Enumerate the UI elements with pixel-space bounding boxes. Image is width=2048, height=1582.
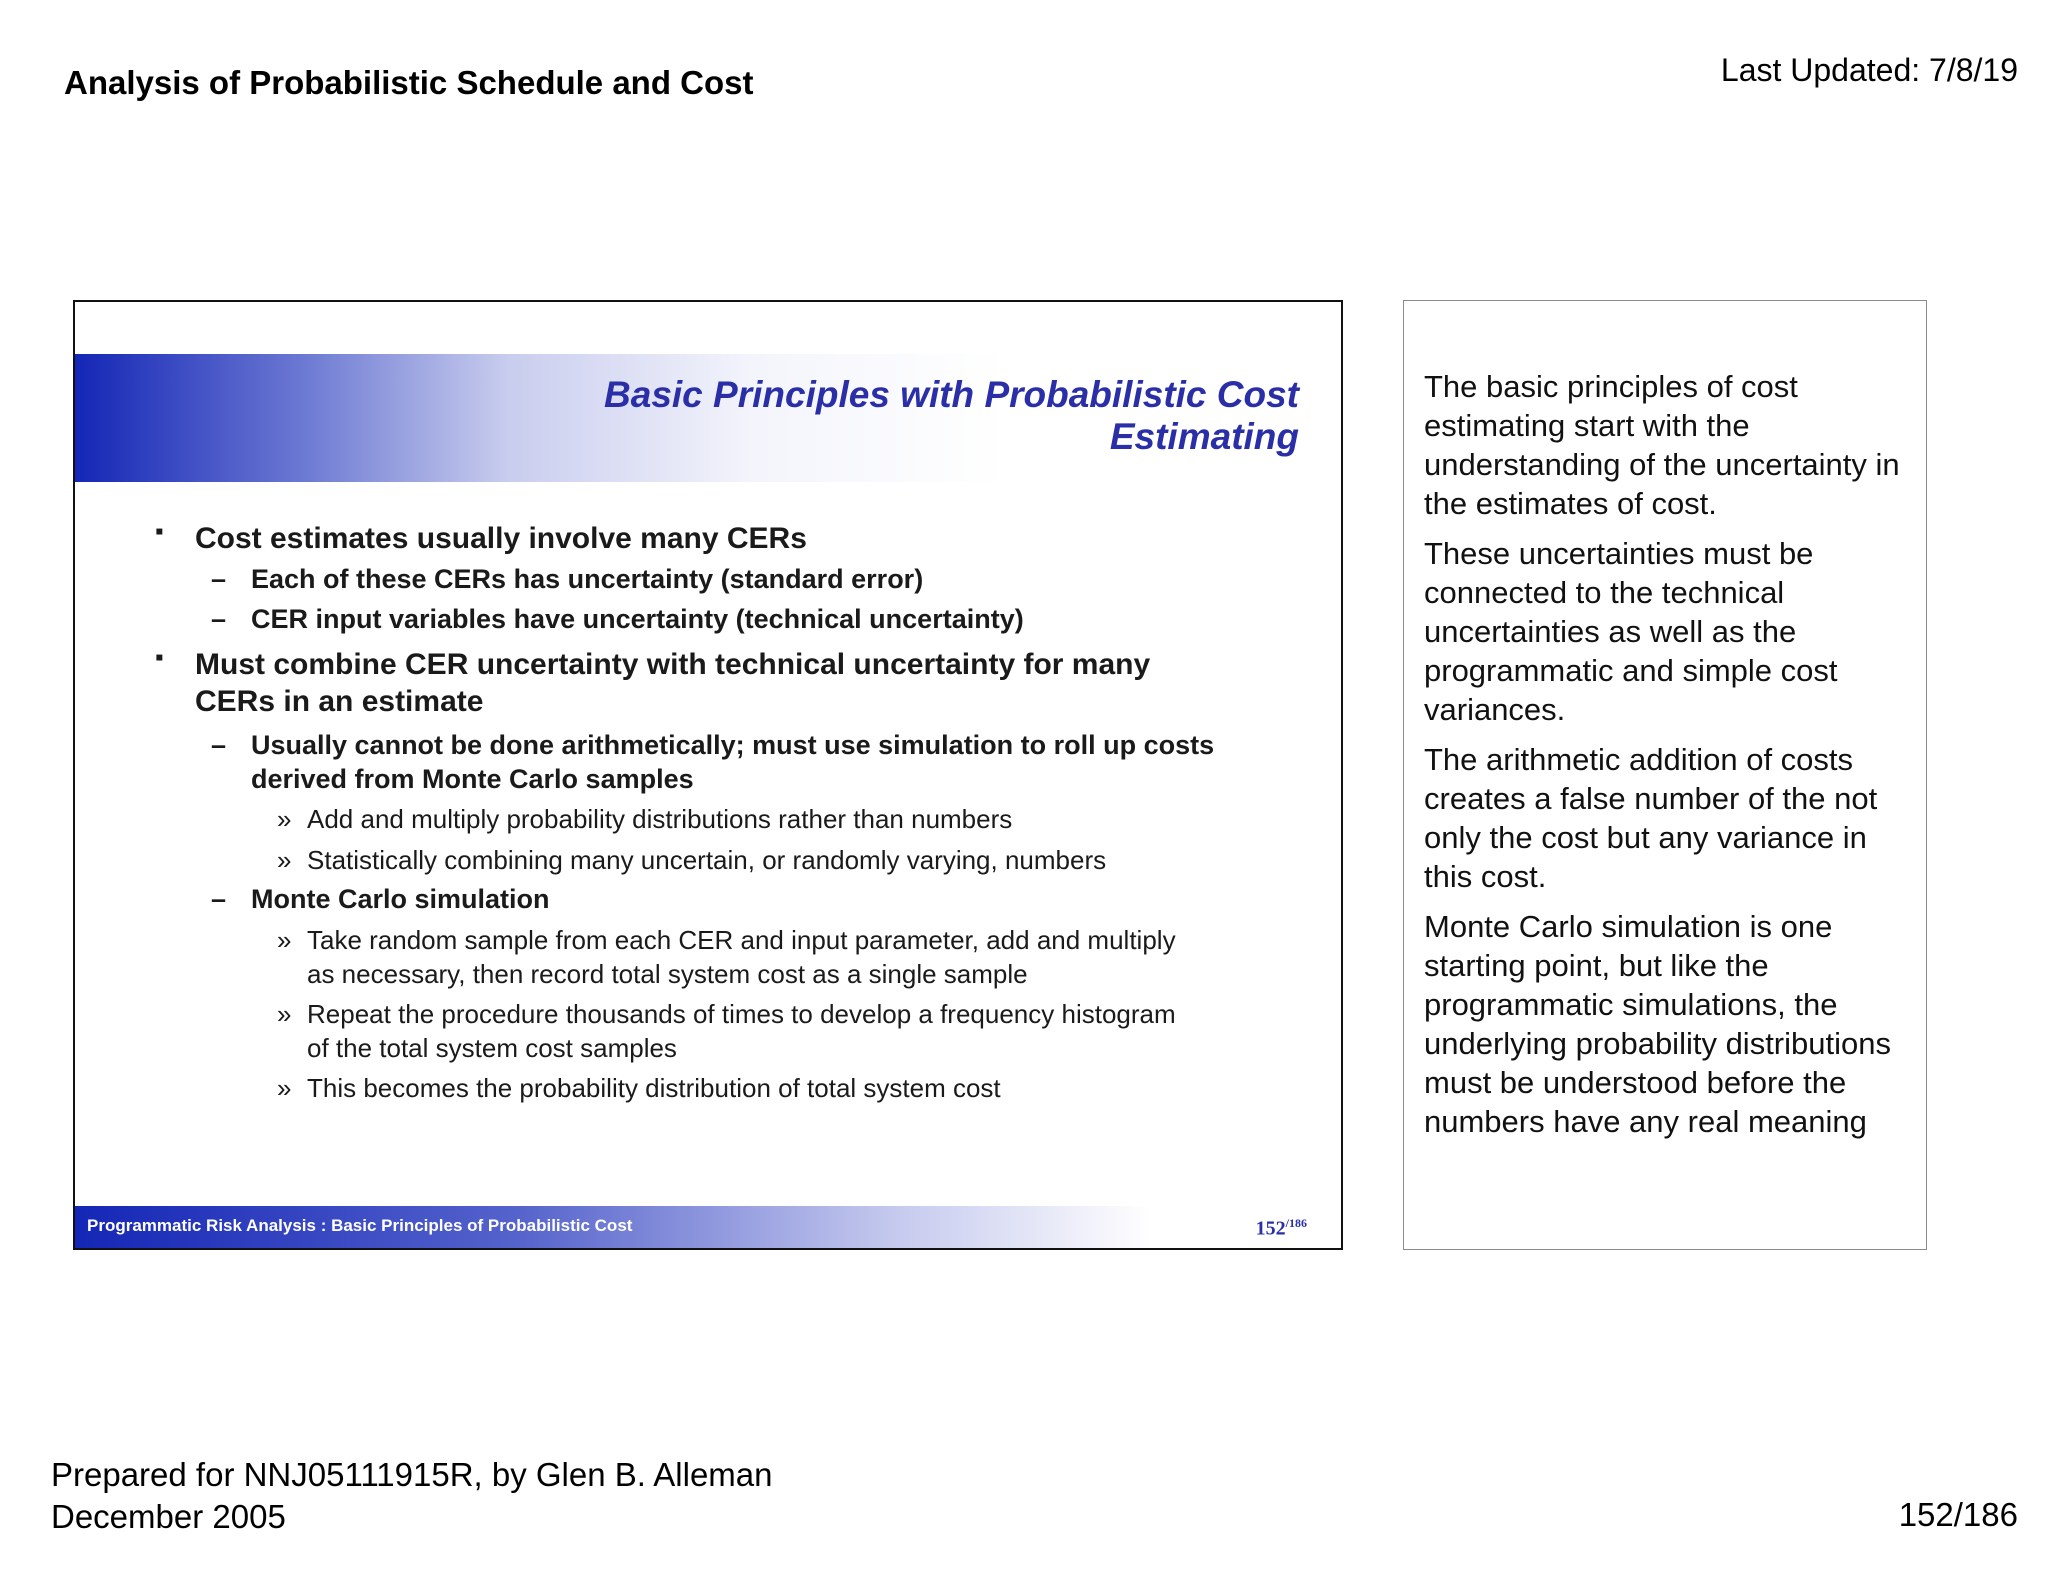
speaker-notes-box <box>1403 300 1927 1250</box>
prepared-for-text: Prepared for NNJ05111915R, by Glen B. Alleman <box>51 1456 773 1493</box>
notes-paragraph: The basic principles of cost estimating start with the understanding of the uncertainty in the estimates of cost. <box>1424 369 1900 521</box>
last-updated-date: Last Updated: 7/8/19 <box>1720 52 2018 88</box>
notes-paragraph: The arithmetic addition of costs creates a false number of the not only the cost but any variance in this cost. <box>1424 742 1878 894</box>
slide-title-line2: Estimating <box>1109 416 1299 457</box>
slide-footer <box>75 1206 1341 1248</box>
page-number: 152/186 <box>1898 1496 2018 1533</box>
slide-thumbnail: Basic Principles with Probabilistic Cost Estimating ▪ Cost estimates usually involve many CERs – Each of these CERs has uncertainty (standard error) – CER input variables have uncertainty (technical uncertainty) ▪ Must combine CER uncertainty with technical uncertainty for many CERs in an estimate – Usually cannot be done arithmetically; must use simulation to roll up costs derived from Monte Carlo samples » Add and multiply probability distributions rather than numbers » Statistically combining many uncertain, or randomly varying, numbers – Monte Carlo simulation » Take random sample from each CER and input parameter, add and multiply as necessary, then record total system cost as a single sample » Repeat the procedure thousands of times to develop a frequency histogram of the total system cost samples » This becomes the probability distribution of total system cost Programmatic Risk Analysis : Basic Principles of Probabilistic Cost $152^{/186}$ <box>73 300 1343 1250</box>
slide-title-line1: Basic Principles with Probabilistic Cost <box>604 374 1299 415</box>
slide-page-number: $152^{/186}$ <box>1255 1216 1307 1240</box>
page-footer-left <box>51 1454 773 1538</box>
footer-date: December 2005 <box>51 1498 286 1535</box>
slide-footer-text: Programmatic Risk Analysis : Basic Principles of Probabilistic Cost <box>87 1216 633 1235</box>
slide-title <box>604 374 1299 458</box>
notes-paragraph: These uncertainties must be connected to the technical uncertainties as well as the programmatic and simple cost variances. <box>1424 536 1838 727</box>
notes-paragraph: Monte Carlo simulation is one starting point, but like the programmatic simulations, the underlying probability distributions must be understood before the numbers have any real meaning <box>1424 909 1891 1139</box>
document-title: Analysis of Probabilistic Schedule and Cost <box>64 64 754 101</box>
